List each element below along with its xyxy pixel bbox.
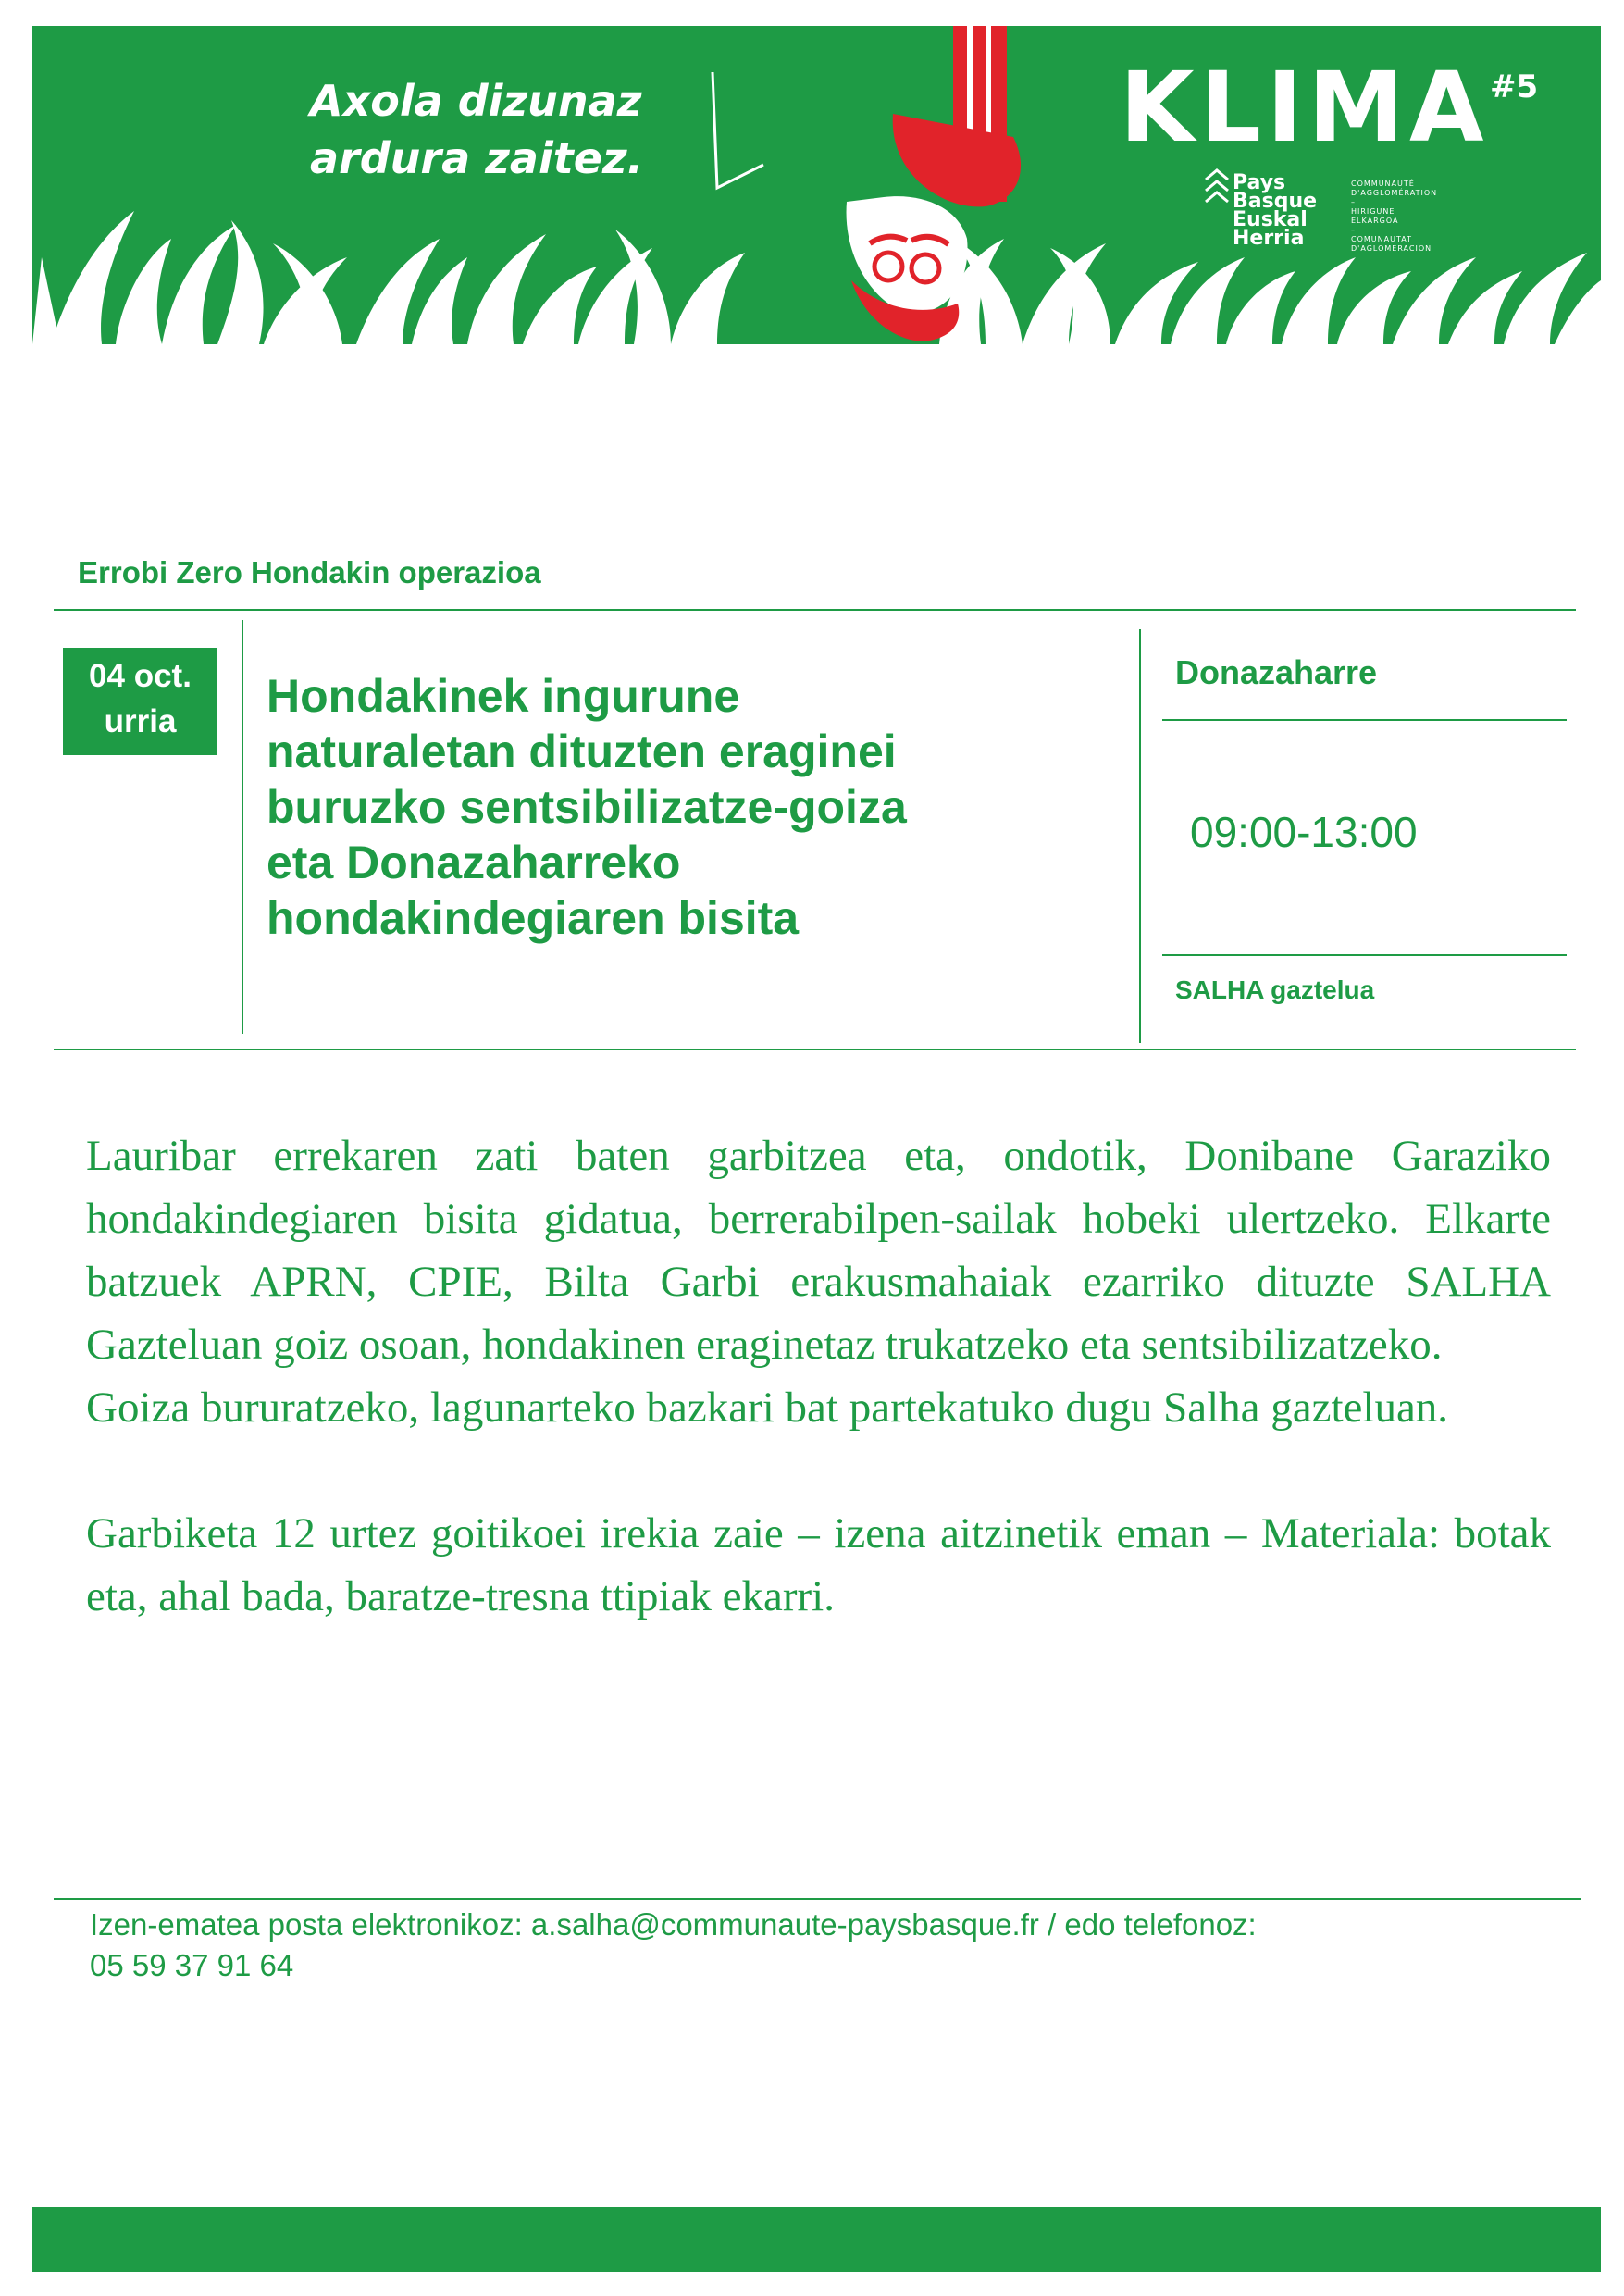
divider-contact bbox=[54, 1898, 1581, 1900]
event-description bbox=[86, 1124, 1551, 1628]
logo-name-line: Pays bbox=[1233, 171, 1286, 194]
operation-title: Errobi Zero Hondakin operazioa bbox=[78, 555, 541, 590]
contact-line: 05 59 37 91 64 bbox=[90, 1948, 294, 1982]
logo-sub-line: COMUNAUTAT bbox=[1351, 235, 1412, 243]
logo-name-line: Herria bbox=[1233, 227, 1305, 250]
event-title-line: Hondakinek ingurune bbox=[267, 670, 740, 722]
event-title bbox=[267, 668, 1053, 946]
slogan bbox=[310, 72, 643, 187]
logo-name-line: Basque bbox=[1233, 190, 1318, 213]
event-title-line: buruzko sentsibilizatze-goiza bbox=[267, 781, 907, 833]
slogan-line-1: Axola dizunaz bbox=[310, 76, 642, 126]
divider-location bbox=[1162, 719, 1567, 721]
divider-time bbox=[1162, 954, 1567, 956]
description-paragraph: Garbiketa 12 urtez goitikoei irekia zaie – izena aitzinetik eman – Materiala: botak eta, ahal bada, baratze-tresna ttipiak ekarri. bbox=[86, 1509, 1551, 1620]
date-line-1: 04 oct. bbox=[89, 658, 192, 694]
divider-left bbox=[242, 620, 243, 1034]
event-title-line: naturaletan dituzten eraginei bbox=[267, 726, 897, 777]
registration-contact bbox=[90, 1905, 1533, 1986]
divider-event-bottom bbox=[54, 1049, 1576, 1050]
event-location: Donazaharre bbox=[1175, 653, 1378, 691]
logo-sub-line: COMMUNAUTÉ bbox=[1351, 180, 1415, 188]
event-venue: SALHA gaztelua bbox=[1175, 975, 1375, 1004]
date-line-2: urria bbox=[104, 703, 177, 739]
event-title-line: hondakindegiaren bisita bbox=[267, 892, 800, 944]
logo-sub-line: D'AGGLOMÉRATION bbox=[1351, 189, 1438, 197]
description-paragraph: Goiza bururatzeko, lagunarteko bazkari bat partekatuko dugu Salha gazteluan. bbox=[86, 1384, 1449, 1432]
pays-basque-logo-subtitle bbox=[1351, 180, 1437, 254]
logo-sub-line: ELKARGOA bbox=[1351, 217, 1399, 225]
slogan-line-2: ardura zaitez. bbox=[310, 133, 644, 183]
event-title-line: eta Donazaharreko bbox=[267, 837, 681, 888]
logo-sub-line: – bbox=[1351, 198, 1356, 206]
divider-right bbox=[1139, 629, 1141, 1043]
event-time: 09:00-13:00 bbox=[1190, 808, 1418, 856]
edition-number: #5 bbox=[1490, 68, 1539, 105]
logo-name-line: Euskal bbox=[1233, 208, 1308, 231]
divider-top bbox=[54, 609, 1576, 611]
logo-sub-line: HIRIGUNE bbox=[1351, 207, 1395, 216]
pays-basque-logo bbox=[1233, 171, 1318, 250]
logo-sub-line: D'AGLOMERACION bbox=[1351, 244, 1432, 253]
paragraph-spacer bbox=[86, 1439, 1551, 1502]
date-badge bbox=[63, 648, 217, 755]
footer-bar bbox=[32, 2207, 1601, 2272]
header-banner bbox=[32, 26, 1601, 344]
contact-line: Izen-ematea posta elektronikoz: a.salha@communaute-paysbasque.fr / edo telefonoz: bbox=[90, 1907, 1257, 1942]
klima-logo: KLIMA bbox=[1120, 51, 1490, 164]
description-paragraph: Lauribar errekaren zati baten garbitzea eta, ondotik, Donibane Garaziko hondakindegiaren bisita gidatua, berrerabilpen-sailak hobeki ulertzeko. Elkarte batzuek APRN, CPIE, Bilta Garbi erakusmahaiak ezarriko dituzte SALHA Gazteluan goiz osoan, hondakinen eraginetaz trukatzeko eta sentsibilizatzeko. bbox=[86, 1132, 1551, 1369]
logo-sub-line: – bbox=[1351, 226, 1356, 234]
